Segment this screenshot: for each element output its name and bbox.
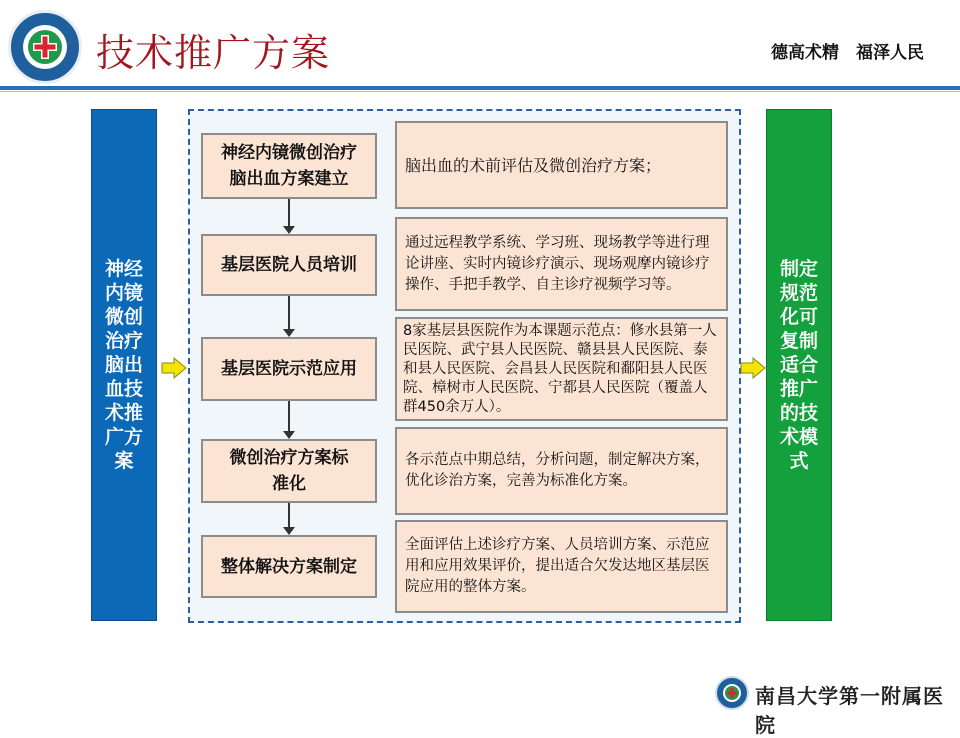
step-description bbox=[395, 520, 728, 613]
connector-line bbox=[288, 296, 290, 329]
footer-logo bbox=[715, 676, 749, 710]
step-description bbox=[395, 121, 728, 209]
step-label: 整体解决方案制定 bbox=[221, 556, 357, 577]
connector-line bbox=[288, 199, 290, 226]
arrow-down-icon bbox=[283, 226, 295, 234]
connector-line bbox=[288, 401, 290, 431]
right-outcome-box bbox=[766, 109, 832, 621]
step-box bbox=[201, 439, 377, 503]
step-label: 基层医院示范应用 bbox=[221, 359, 357, 379]
hospital-logo bbox=[8, 10, 82, 84]
step-description-text: 各示范点中期总结，分析问题，制定解决方案，优化诊治方案，完善为标准化方案。 bbox=[405, 452, 710, 489]
arrow-down-icon bbox=[283, 527, 295, 535]
step-description bbox=[395, 427, 728, 515]
step-label: 基层医院人员培训 bbox=[221, 255, 357, 275]
right-arrow-icon bbox=[161, 357, 187, 379]
step-description-text: 全面评估上述诊疗方案、人员培训方案、示范应用和应用效果评价，提出适合欠发达地区基层医院应用的整体方案。 bbox=[405, 537, 710, 595]
step-box bbox=[201, 535, 377, 598]
header-divider-thin bbox=[0, 91, 960, 92]
arrow-down-icon bbox=[283, 329, 295, 337]
step-box bbox=[201, 234, 377, 296]
step-description-text: 通过远程教学系统、学习班、现场教学等进行理论讲座、实时内镜诊疗演示、现场观摩内镜诊疗操作、手把手教学、自主诊疗视频学习等。 bbox=[405, 234, 710, 293]
step-description bbox=[395, 317, 728, 421]
header-divider bbox=[0, 86, 960, 90]
step-description-text: 脑出血的术前评估及微创治疗方案； bbox=[405, 155, 662, 175]
left-program-box bbox=[91, 109, 157, 621]
step-label: 神经内镜微创治疗脑出血方案建立 bbox=[221, 143, 357, 189]
step-box bbox=[201, 133, 377, 199]
motto: 德高术精 福泽人民 bbox=[771, 43, 924, 63]
hospital-name: 南昌大学第一附属医院 bbox=[755, 684, 944, 737]
left-program-label: 神经内镜微创治疗脑出血技术推广方案 bbox=[104, 258, 143, 472]
connector-line bbox=[288, 503, 290, 527]
right-outcome-label: 制定规范化可复制适合推广的技术模式 bbox=[779, 258, 818, 472]
page-title: 技术推广方案 bbox=[96, 31, 331, 75]
step-label: 微创治疗方案标准化 bbox=[229, 448, 349, 494]
step-description bbox=[395, 217, 728, 311]
right-arrow-icon bbox=[740, 357, 766, 379]
step-box bbox=[201, 337, 377, 401]
arrow-down-icon bbox=[283, 431, 295, 439]
step-description-text: 8家基层县医院作为本课题示范点：修水县第一人民医院、武宁县人民医院、赣县县人民医院、泰和县人民医院、会昌县人民医院和鄱阳县人民医院、樟树市人民医院、宁都县人民医院（覆盖人群450余万人）。 bbox=[403, 322, 717, 415]
